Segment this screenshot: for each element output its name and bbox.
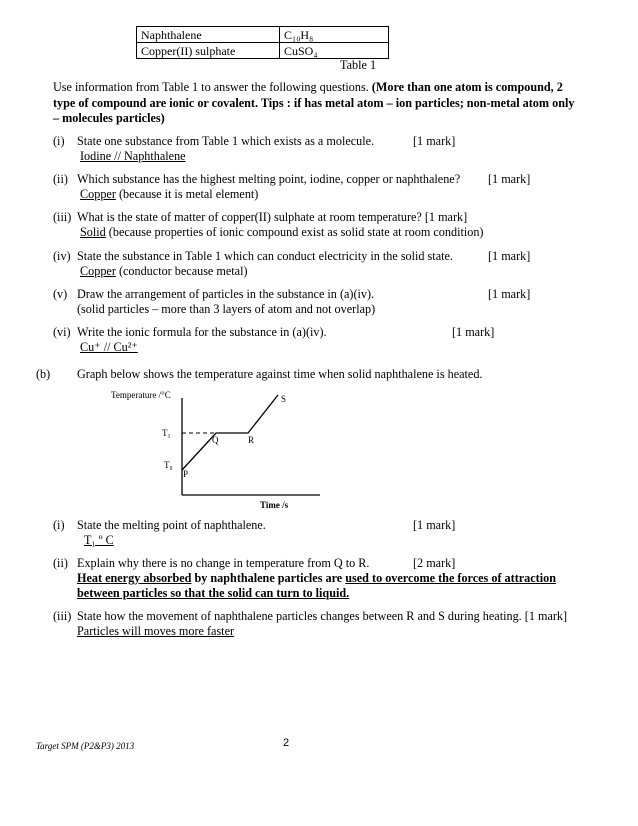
question-text: Which substance has the highest melting point, iodine, copper or naphthalene? (77, 172, 461, 186)
question-text: What is the state of matter of copper(II) sulphate at room temperature? [1 mark] (77, 210, 468, 224)
question-text: Write the ionic formula for the substance in (a)(iv). (77, 325, 327, 339)
question-mark: [1 mark] (488, 249, 531, 263)
table-cell: C₁₀H₈ (280, 27, 389, 43)
footer-left: Target SPM (P2&P3) 2013 (36, 741, 135, 751)
t1-label: T₁ (162, 428, 171, 438)
question-mark: [2 mark] (413, 556, 456, 570)
question-text: Draw the arrangement of particles in the substance in (a)(iv). (77, 287, 375, 301)
answer: Copper (80, 187, 116, 201)
table-1 (136, 26, 389, 59)
answer-line-2: between particles so that the solid can turn to liquid. (77, 586, 350, 600)
question-text: Explain why there is no change in temperature from Q to R. (77, 556, 370, 570)
answer-part: by naphthalene particles are (191, 571, 346, 585)
question-number: (v) (53, 287, 68, 301)
answer-line (77, 571, 556, 586)
answer: Particles will moves more faster (77, 624, 235, 638)
part-b-label: (b) (36, 367, 51, 381)
answer-part: Heat energy absorbed (77, 571, 192, 585)
answer-part: used to overcome the forces of attraction (345, 571, 556, 585)
answer: Copper (80, 264, 116, 278)
question-number: (vi) (53, 325, 71, 339)
point-s-label: S (281, 394, 287, 404)
question-text: State the melting point of naphthalene. (77, 518, 266, 532)
t0-label: T₀ (164, 460, 173, 470)
question-mark: [1 mark] (488, 287, 531, 301)
table-cell: Copper(II) sulphate (137, 43, 280, 59)
intro-line-2: type of compound are ionic or covalent. Tips : if has metal atom – ion particles; non-metal atom only (53, 96, 575, 110)
part-b-text: Graph below shows the temperature against time when solid naphthalene is heated. (77, 367, 483, 381)
question-number: (iv) (53, 249, 71, 263)
answer-note: (conductor because metal) (115, 264, 248, 278)
question-mark: [1 mark] (413, 134, 456, 148)
answer-note: (solid particles – more than 3 layers of atom and not overlap) (77, 302, 376, 316)
intro-bold: (More than one atom is compound, 2 (371, 80, 563, 94)
page-number: 2 (283, 737, 290, 749)
answer-line (80, 225, 483, 240)
table-caption: Table 1 (340, 58, 377, 72)
question-number: (iii) (53, 210, 72, 224)
question-mark: [1 mark] (452, 325, 495, 339)
question-text: State one substance from Table 1 which exists as a molecule. (77, 134, 375, 148)
question-text: State the substance in Table 1 which can conduct electricity in the solid state. (77, 249, 453, 263)
question-number: (ii) (53, 172, 68, 186)
question-number: (ii) (53, 556, 68, 570)
table-cell: Naphthalene (137, 27, 280, 43)
question-number: (i) (53, 518, 65, 532)
question-number: (i) (53, 134, 65, 148)
table-cell: CuSO₄ (280, 43, 389, 59)
intro-plain: Use information from Table 1 to answer the following questions. (53, 80, 372, 94)
question-mark: [1 mark] (413, 518, 456, 532)
intro-line-1 (53, 80, 563, 95)
answer: Cu⁺ // Cu²⁺ (80, 340, 138, 354)
x-axis-label: Time /s (260, 500, 289, 510)
question-mark: [1 mark] (488, 172, 531, 186)
table-row (137, 27, 389, 43)
point-r-label: R (248, 435, 255, 445)
point-p-label: P (183, 469, 189, 479)
answer-note: (because properties of ionic compound exist as solid state at room condition) (105, 225, 484, 239)
answer-line (80, 187, 258, 202)
question-number: (iii) (53, 609, 72, 623)
point-q-label: Q (212, 435, 219, 445)
question-text: State how the movement of naphthalene particles changes between R and S during heating. [1 mark] (77, 609, 568, 623)
answer-line (80, 264, 248, 279)
answer: Iodine // Naphthalene (80, 149, 186, 163)
temperature-time-graph (108, 384, 328, 514)
intro-line-3: – molecules particles) (53, 111, 165, 125)
y-axis-label: Temperature /°C (111, 390, 171, 400)
answer: Solid (80, 225, 106, 239)
answer: T₁ º C (84, 533, 114, 547)
answer-note: (because it is metal element) (115, 187, 259, 201)
table-row (137, 43, 389, 59)
